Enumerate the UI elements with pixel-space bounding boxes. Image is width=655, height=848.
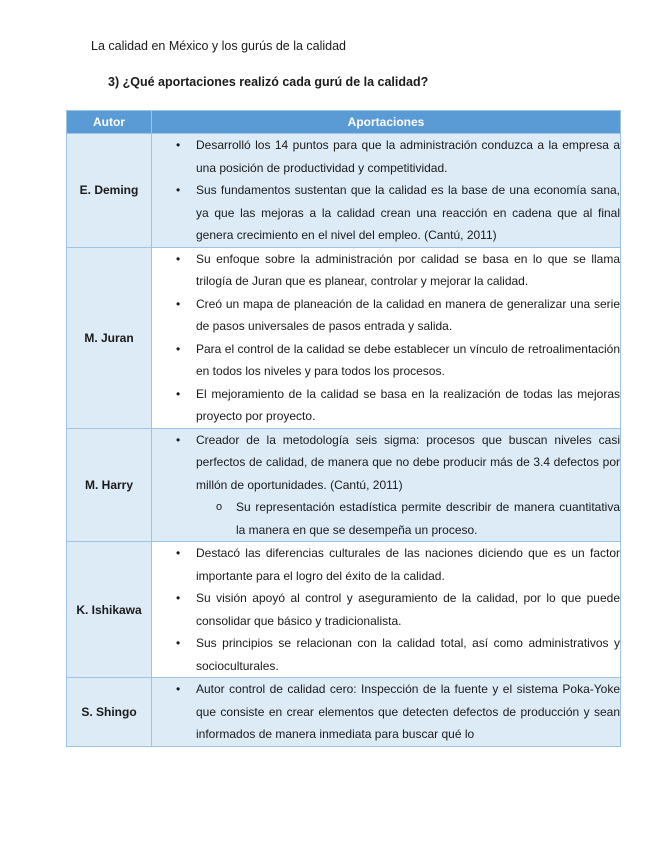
table-row [67, 542, 621, 678]
item-text: Creador de la metodología seis sigma: procesos que buscan niveles casi perfectos de calidad, de manera que no debe producir más de 3.4 defectos por millón de oportunidades. (Cantú, 2011) [196, 432, 620, 492]
bullet-icon: • [176, 296, 181, 311]
item-text: Su representación estadística permite describir de manera cuantitativa la manera en que se desempeña un proceso. [236, 500, 620, 537]
list-item [152, 383, 620, 428]
autor-cell: K. Ishikawa [67, 542, 152, 678]
bullet-icon: • [176, 591, 181, 605]
list-item [152, 179, 620, 247]
list-item [152, 293, 620, 338]
table-row [67, 428, 621, 542]
item-text: Su visión apoyó al control y aseguramiento de la calidad, por lo que puede consolidar que básico y tradicionalista. [196, 591, 620, 628]
list-item [152, 134, 620, 179]
bullet-icon: • [176, 636, 181, 650]
aportaciones-cell [152, 247, 621, 428]
column-header-aportaciones: Aportaciones [152, 111, 621, 134]
list-item [152, 429, 620, 497]
list-item [152, 338, 620, 383]
item-text: Creó un mapa de planeación de la calidad en manera de generalizar una serie de pasos universales de pasos entrada y salida. [196, 296, 620, 333]
item-text: Sus fundamentos sustentan que la calidad es la base de una economía sana, ya que las mejoras a la calidad crean una reacción en cadena que al final genera crecimiento en el nivel del empleo. (Cantú, 2011) [196, 183, 620, 242]
table-row [67, 678, 621, 747]
list-item [152, 678, 620, 746]
aportaciones-cell [152, 678, 621, 747]
aportaciones-cell [152, 542, 621, 678]
table-header-row [67, 111, 621, 134]
bullet-icon: • [176, 251, 181, 266]
list-item [152, 542, 620, 587]
item-text: Desarrolló los 14 puntos para que la administración conduzca a la empresa a una posición de productividad y competitividad. [196, 138, 620, 175]
aportaciones-list [152, 678, 620, 746]
item-text: Para el control de la calidad se debe establecer un vínculo de retroalimentación en todos los niveles y para todos los procesos. [196, 341, 620, 378]
autor-cell: M. Harry [67, 428, 152, 542]
bullet-icon: • [176, 183, 181, 197]
autor-cell: M. Juran [67, 247, 152, 428]
aportaciones-list [152, 429, 620, 542]
document-header: La calidad en México y los gurús de la calidad [91, 39, 347, 53]
hollow-bullet-icon: o [216, 501, 223, 513]
list-item [152, 587, 620, 632]
bullet-icon: • [176, 341, 181, 356]
item-text: Sus principios se relacionan con la calidad total, así como administrativos y socioculturales. [196, 636, 620, 673]
aportaciones-list [152, 542, 620, 677]
gurus-table [66, 110, 621, 747]
column-header-autor: Autor [67, 111, 152, 134]
autor-cell: E. Deming [67, 134, 152, 248]
table-row [67, 134, 621, 248]
aportaciones-list [152, 248, 620, 428]
aportaciones-cell [152, 134, 621, 248]
autor-cell: S. Shingo [67, 678, 152, 747]
table-row [67, 247, 621, 428]
list-item [152, 632, 620, 677]
aportaciones-cell [152, 428, 621, 542]
item-text: Destacó las diferencias culturales de las naciones diciendo que es un factor importante para el logro del éxito de la calidad. [196, 546, 620, 583]
list-item [152, 248, 620, 293]
bullet-icon: • [176, 138, 181, 152]
aportaciones-list [152, 134, 620, 247]
bullet-icon: • [176, 432, 181, 447]
item-text: Autor control de calidad cero: Inspección de la fuente y el sistema Poka-Yoke que consiste en crear elementos que detecten defectos de producción y sean informados de manera inmediata para buscar qué lo [196, 682, 620, 741]
item-text: El mejoramiento de la calidad se basa en la realización de todas las mejoras proyecto por proyecto. [196, 386, 620, 423]
table-body [67, 134, 621, 747]
bullet-icon: • [176, 546, 181, 560]
question-heading: 3) ¿Qué aportaciones realizó cada gurú de la calidad? [108, 75, 429, 89]
item-text: Su enfoque sobre la administración por calidad se basa en lo que se llama trilogía de Juran que es planear, controlar y mejorar la calidad. [196, 251, 620, 288]
sub-list-item [152, 496, 620, 541]
bullet-icon: • [176, 386, 181, 401]
bullet-icon: • [176, 682, 181, 696]
